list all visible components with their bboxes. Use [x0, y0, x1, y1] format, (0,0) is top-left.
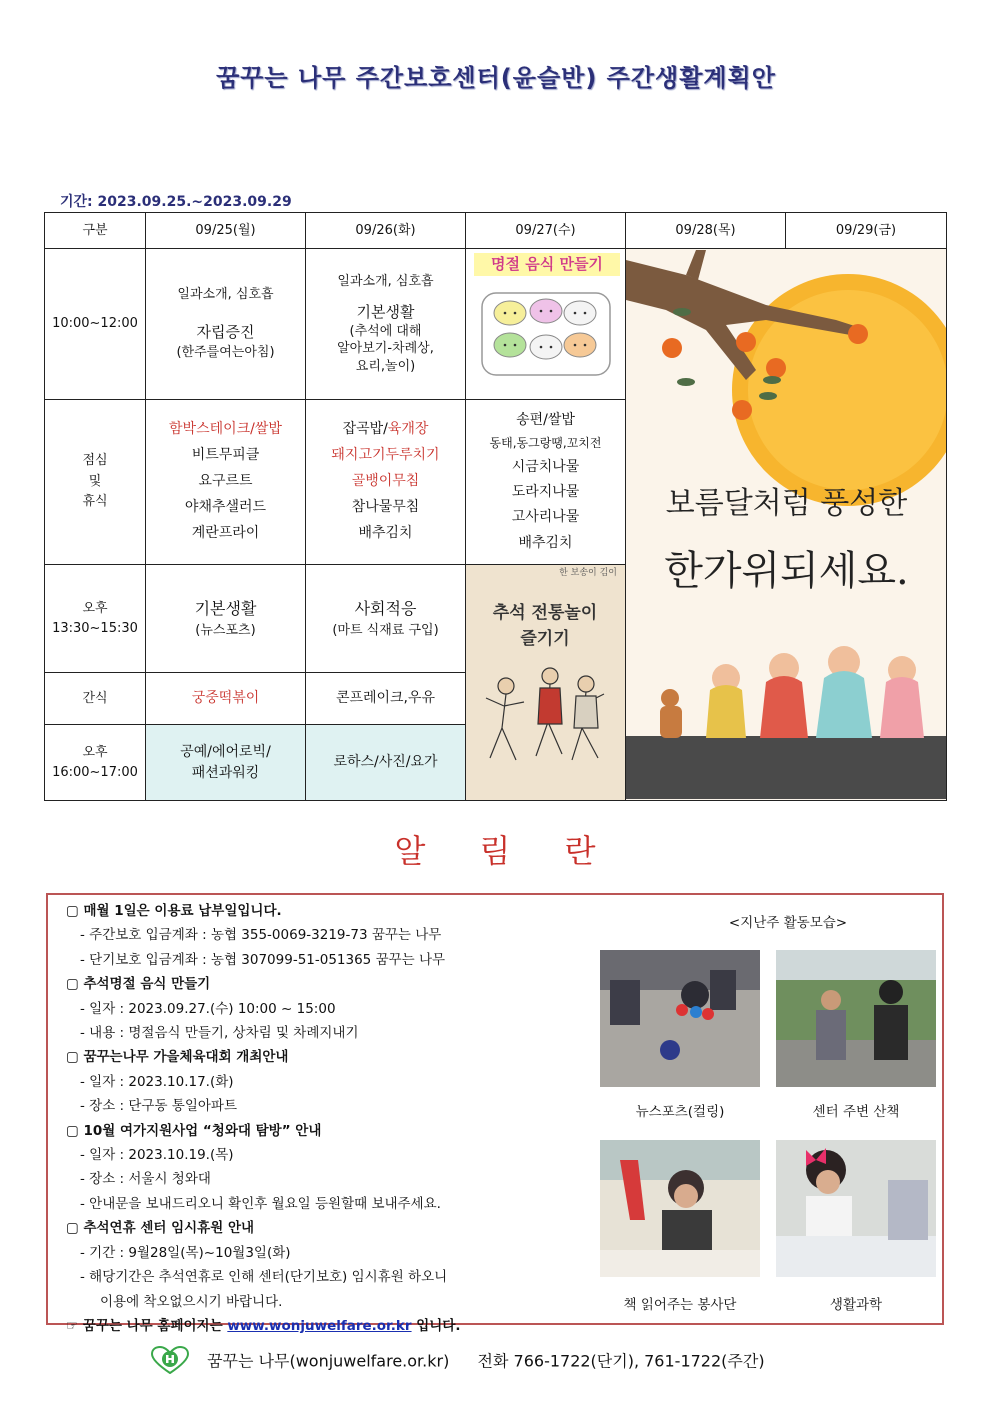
notice-heading: 알 림 란 — [394, 832, 598, 870]
notice-line: - 주간보호 입금계좌 : 농협 355-0069-3219-73 꿈꾸는 나무 — [80, 927, 442, 944]
notice-list — [66, 899, 606, 1338]
header-thu: 09/28(목) — [626, 213, 786, 249]
notice-line: 이용에 착오없으시기 바랍니다. — [100, 1293, 283, 1310]
reading-photo-icon — [600, 1140, 760, 1277]
notice-line: - 일자 : 2023.10.17.(화) — [80, 1073, 234, 1090]
notice-line: ▢ 추석명절 음식 만들기 — [66, 976, 211, 993]
morning-tue: 일과소개, 심호흡 기본생활 (추석에 대해 알아보기-차례상, 요리,놀이) — [306, 249, 466, 400]
notice-line: - 장소 : 서울시 청와대 — [80, 1171, 211, 1188]
header-tue: 09/26(화) — [306, 213, 466, 249]
photo-caption: 뉴스포츠(컬링) — [635, 1104, 725, 1120]
late-afternoon-mon: 공예/에어로빅/ 패션과워킹 — [146, 725, 306, 801]
photo-caption: 센터 주변 산책 — [812, 1104, 900, 1120]
snack-label: 간식 — [45, 673, 146, 725]
snack-mon: 궁중떡볶이 — [146, 673, 306, 725]
notice-line: - 기간 : 9월28일(목)~10월3일(화) — [80, 1244, 291, 1261]
lunch-wed: 송편/쌀밥 동태,동그랑땡,꼬치전 시금치나물 도라지나물 고사리나물 배추김치 — [466, 400, 626, 565]
lunch-tue: 잡곡밥/육개장 돼지고기두루치기 골뱅이무침 참나물무침 배추김치 — [306, 400, 466, 565]
weekly-schedule-table — [44, 212, 947, 801]
period-label: 기간: 2023.09.25.~2023.09.29 — [60, 194, 292, 210]
photo-curling — [600, 950, 760, 1087]
notice-line: ▢ 10월 여가지원사업 “청와대 탐방” 안내 — [66, 1122, 322, 1139]
notice-line: ▢ 꿈꾸는나무 가을체육대회 개최안내 — [66, 1049, 289, 1066]
footer — [150, 1346, 850, 1378]
morning-row — [45, 249, 947, 400]
header-wed: 09/27(수) — [466, 213, 626, 249]
footer-org: 꿈꾸는 나무(wonjuwelfare.or.kr) — [207, 1351, 450, 1371]
notice-box — [46, 893, 944, 1334]
photo-walk — [776, 950, 936, 1087]
notice-line: ▢ 매월 1일은 이용료 납부일입니다. — [66, 903, 282, 919]
notice-line: - 장소 : 단구동 통일아파트 — [80, 1098, 237, 1115]
morning-wed-food-illustration: 명절 음식 만들기 — [466, 249, 626, 400]
late-afternoon-tue: 로하스/사진/요가 — [306, 725, 466, 801]
homepage-link[interactable]: www.wonjuwelfare.or.kr — [227, 1317, 412, 1334]
notice-line: - 내용 : 명절음식 만들기, 상차림 및 차례지내기 — [80, 1025, 359, 1042]
traditional-games-illustration: 한 보송이 김이 추석 전통놀이 즐기기 — [466, 565, 626, 801]
footer-phone: 전화 766-1722(단기), 761-1722(주간) — [477, 1351, 765, 1371]
photo-reading — [600, 1140, 760, 1277]
afternoon-label: 오후 13:30~15:30 — [45, 565, 146, 673]
morning-label: 10:00~12:00 — [45, 249, 146, 400]
chuseok-greeting-poster: 보름달처럼 풍성한 한가위되세요. — [626, 249, 947, 801]
afternoon-mon: 기본생활 (뉴스포츠) — [146, 565, 306, 673]
photo-science — [776, 1140, 936, 1277]
header-fri: 09/29(금) — [786, 213, 947, 249]
homepage-line: ☞ 꿈꾸는 나무 홈페이지는 www.wonjuwelfare.or.kr 입니다. — [66, 1317, 461, 1334]
notice-line: - 일자 : 2023.10.19.(목) — [80, 1147, 234, 1164]
afternoon-tue: 사회적응 (마트 식재료 구입) — [306, 565, 466, 673]
science-photo-icon — [776, 1140, 936, 1277]
header-row — [45, 213, 947, 249]
photo-caption: 생활과학 — [829, 1297, 883, 1313]
header-category: 구분 — [45, 213, 146, 249]
header-mon: 09/25(월) — [146, 213, 306, 249]
page-title: 꿈꾸는 나무 주간보호센터(윤슬반) 주간생활계획안 — [216, 64, 776, 92]
photo-caption: 책 읽어주는 봉사단 — [623, 1297, 737, 1313]
snack-tue: 콘프레이크,우유 — [306, 673, 466, 725]
notice-line: - 안내문을 보내드리오니 확인후 월요일 등원할때 보내주세요. — [80, 1195, 441, 1212]
lunch-mon: 함박스테이크/쌀밥 비트무피클 요구르트 야채추샐러드 계란프라이 — [146, 400, 306, 565]
notice-line: ▢ 추석연휴 센터 임시휴원 안내 — [66, 1220, 255, 1237]
notice-line: - 단기보호 입금계좌 : 농협 307099-51-051365 꿈꾸는 나무 — [80, 951, 446, 968]
lunch-label: 점심 및 휴식 — [45, 400, 146, 565]
late-afternoon-label: 오후 16:00~17:00 — [45, 725, 146, 801]
notice-line: - 일자 : 2023.09.27.(수) 10:00 ~ 15:00 — [80, 1000, 336, 1017]
morning-mon: 일과소개, 심호흡 자립증진 (한주를여는아침) — [146, 249, 306, 400]
curling-photo-icon — [600, 950, 760, 1087]
photos-title: <지난주 활동모습> — [728, 915, 848, 931]
walk-photo-icon — [776, 950, 936, 1087]
notice-line: - 해당기간은 추석연휴로 인해 센터(단기보호) 임시휴원 하오니 — [80, 1269, 448, 1286]
wonju-welfare-logo-icon — [150, 1346, 190, 1378]
